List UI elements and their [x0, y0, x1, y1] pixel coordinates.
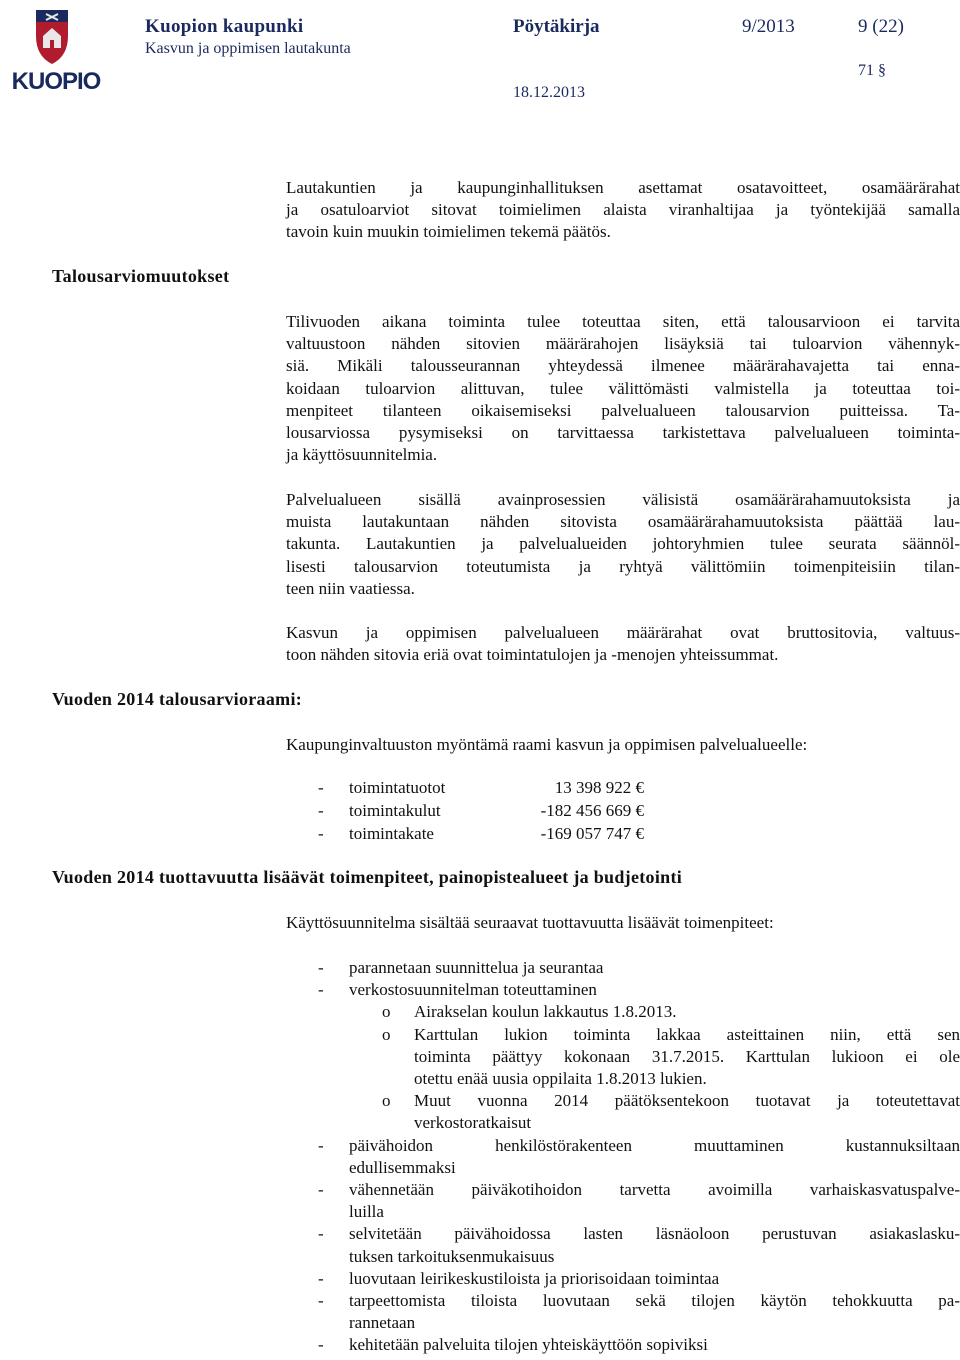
page-number: 9 (22) [858, 16, 904, 37]
logo-wordmark: KUOPIO [11, 68, 101, 95]
budget-changes-paragraph-1 [286, 311, 960, 466]
text-line: lousarviossa pysymiseksi on tarvittaessa tarkistettava palvelualueen toiminta- [286, 423, 960, 443]
list-bullet: o [382, 1002, 391, 1022]
budget-changes-paragraph-3 [286, 622, 960, 666]
text-line: Käyttösuunnitelma sisältää seuraavat tuottavuutta lisäävät toimenpiteet: [286, 913, 774, 932]
text-line: tuksen tarkoituksenmukaisuus [349, 1246, 555, 1266]
text-line: Palvelualueen sisällä avainprosessien välisistä osamäärärahamuutoksista ja [286, 490, 960, 509]
sub-list-item [318, 1001, 960, 1023]
board-name: Kasvun ja oppimisen lautakunta [145, 40, 351, 57]
section-number: 71 § [858, 62, 886, 79]
list-item [318, 1268, 960, 1290]
list-dash: - [318, 958, 324, 977]
list-item [318, 1223, 960, 1267]
list-dash: - [318, 824, 324, 843]
text-line: Kasvun ja oppimisen palvelualueen määrärahat ovat bruttositovia, valtuus- [286, 623, 960, 642]
budget-amount: 13 398 922 € [554, 778, 644, 797]
list-item [318, 1179, 960, 1223]
text-line: siä. Mikäli talousseurannan yhteydessä ilmenee määrärahavajetta tai enna- [286, 356, 960, 376]
section-heading-budget-changes: Talousarviomuutokset [52, 266, 230, 286]
list-bullet: o [382, 1091, 391, 1111]
page-header [0, 0, 960, 110]
text-line: Kaupunginvaltuuston myöntämä raami kasvun ja oppimisen palvelualueelle: [286, 735, 808, 754]
text-line: muista lautakuntaan nähden sitovista osamäärärahamuutoksista päättää lau- [286, 512, 960, 532]
text-line: rannetaan [349, 1313, 416, 1333]
text-line: menpiteet tilanteen oikaisemiseksi palvelualueen talousarvion puitteissa. Ta- [286, 400, 960, 420]
section-heading-productivity: Vuoden 2014 tuottavuutta lisäävät toimenpiteet, painopistealueet ja budjetointi [52, 867, 683, 887]
budget-amount: -169 057 747 € [540, 824, 644, 843]
list-item [318, 1334, 960, 1356]
kuopio-coat-of-arms-logo [6, 6, 101, 98]
productivity-intro [286, 912, 960, 934]
text-line: tavoin kuin muukin toimielimen tekemä päätös. [286, 222, 611, 242]
text-line: verkostoratkaisut [414, 1113, 532, 1133]
text-line: ja käyttösuunnitelmia. [286, 445, 438, 465]
text-line: takunta. Lautakuntien ja palvelualueiden johtoryhmien tulee seurata säännöl- [286, 534, 960, 554]
sub-list-item [318, 1090, 960, 1134]
productivity-measures-list [318, 957, 960, 1357]
text-line: lisesti talousarvion toteutumista ja ryhtyä välittömiin toimenpiteisiin tilan- [286, 556, 960, 576]
text-line: selvitetään päivähoidossa lasten läsnäoloon perustuvan asiakaslasku- [349, 1224, 960, 1244]
text-line: Lautakuntien ja kaupunginhallituksen asettamat osatavoitteet, osamäärärahat [286, 178, 960, 197]
list-dash: - [318, 1224, 324, 1244]
text-line: kehitetään palveluita tilojen yhteiskäyttöön sopiviksi [349, 1335, 708, 1355]
document-type: Pöytäkirja [513, 16, 600, 37]
text-line: Karttulan lukion toiminta lakkaa asteittainen niin, että sen [414, 1024, 960, 1044]
section-heading-budget-frame: Vuoden 2014 talousarvioraami: [52, 689, 303, 709]
list-item [318, 1290, 960, 1334]
organization-name: Kuopion kaupunki [145, 16, 304, 37]
list-dash: - [318, 778, 324, 797]
list-dash: - [318, 1335, 324, 1355]
text-line: otettu enää uusia oppilaita 1.8.2013 lukien. [414, 1069, 707, 1089]
sub-list-item [318, 1024, 960, 1091]
text-line: ja osatuloarviot sitovat toimielimen alaista viranhaltijaa ja työntekijää samalla [286, 200, 960, 220]
document-number: 9/2013 [742, 16, 795, 37]
text-line: koidaan tuloarvion alittuvan, tulee välittömästi valmistella ja toteuttaa toi- [286, 378, 960, 398]
text-line: vähennetään päiväkotihoidon tarvetta avoimilla varhaiskasvatuspalve- [349, 1180, 960, 1200]
list-bullet: o [382, 1024, 391, 1044]
list-dash: - [318, 980, 324, 1000]
text-line: edullisemmaksi [349, 1157, 456, 1177]
text-line: Airakselan koulun lakkautus 1.8.2013. [414, 1002, 677, 1022]
budget-label: toimintakulut [349, 801, 441, 820]
text-line: luilla [349, 1202, 384, 1222]
list-dash: - [318, 1135, 324, 1155]
text-line: luovutaan leirikeskustiloista ja priorisoidaan toimintaa [349, 1268, 720, 1288]
budget-label: toimintatuotot [349, 778, 446, 797]
list-dash: - [318, 801, 324, 820]
budget-label: toimintakate [349, 824, 434, 843]
list-item [318, 979, 960, 1134]
intro-paragraph [286, 177, 960, 244]
text-line: toiminta päättyy kokonaan 31.7.2015. Karttulan lukioon ei ole [414, 1046, 960, 1066]
text-line: Tilivuoden aikana toiminta tulee toteuttaa siten, että talousarvioon ei tarvita [286, 312, 960, 331]
list-dash: - [318, 1291, 324, 1311]
list-dash: - [318, 1180, 324, 1200]
coat-of-arms-icon [6, 6, 98, 66]
text-line: tarpeettomista tiloista luovutaan sekä tilojen käytön tehokkuutta pa- [349, 1291, 960, 1311]
budget-amount: -182 456 669 € [540, 801, 644, 820]
budget-frame-intro [286, 734, 960, 756]
text-line: päivähoidon henkilöstörakenteen muuttaminen kustannuksiltaan [349, 1135, 960, 1155]
text-line: valtuustoon nähden sitovien määrärahojen lisäyksiä tai tuloarvion vähennyk- [286, 334, 960, 354]
meeting-date: 18.12.2013 [513, 84, 585, 101]
text-line: Muut vuonna 2014 päätöksentekoon tuotavat ja toteutettavat [414, 1091, 960, 1111]
text-line: teen niin vaatiessa. [286, 578, 415, 598]
list-item [318, 1135, 960, 1179]
budget-changes-paragraph-2 [286, 489, 960, 600]
list-item [318, 957, 960, 979]
text-line: verkostosuunnitelman toteuttaminen [349, 980, 597, 1000]
list-dash: - [318, 1268, 324, 1288]
text-line: parannetaan suunnittelua ja seurantaa [349, 958, 604, 977]
text-line: toon nähden sitovia eriä ovat toimintatulojen ja -menojen yhteissummat. [286, 645, 779, 665]
